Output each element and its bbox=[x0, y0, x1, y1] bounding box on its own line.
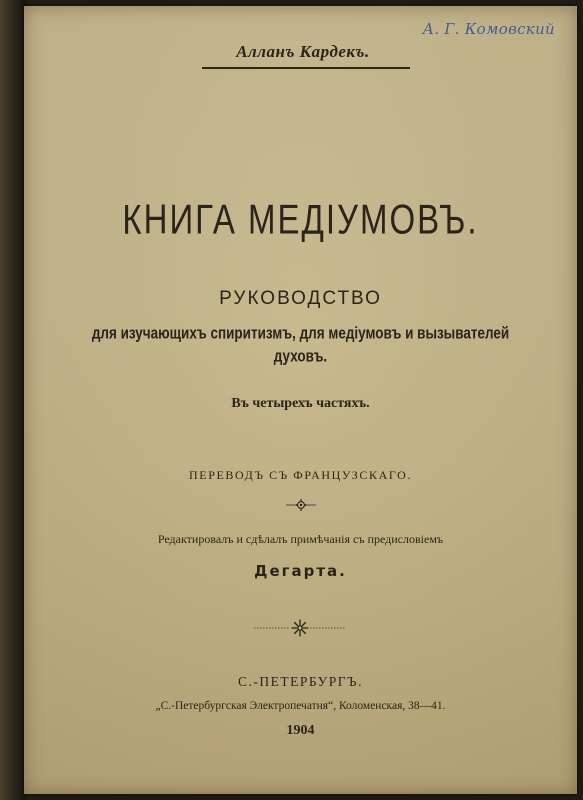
ornament-rosette-icon bbox=[286, 498, 316, 512]
book-cover-edge bbox=[0, 0, 26, 800]
subtitle-line-2: духовъ. bbox=[273, 347, 328, 365]
subtitle-line-1: для изучающихъ спиритизмъ, для медіумовъ и вызывателей bbox=[91, 324, 510, 342]
translation-note: ПЕРЕВОДЪ СЪ ФРАНЦУЗСКАГО. bbox=[189, 468, 412, 482]
imprint-press: „С.-Петербургская Электропечатня“, Коломенская, 38—41. bbox=[155, 700, 446, 712]
subtitle-heading: РУКОВОДСТВО bbox=[219, 288, 382, 309]
parts-note: Въ четырехъ частяхъ. bbox=[231, 396, 370, 411]
title-page bbox=[24, 6, 577, 794]
book-title: КНИГА МЕДІУМОВЪ. bbox=[122, 196, 479, 243]
ornament-star-icon bbox=[254, 618, 346, 638]
editor-note: Редактировалъ и сдѣлалъ примѣчанія съ предисловіемъ bbox=[157, 532, 444, 546]
author-name: Алланъ Кардекъ. bbox=[236, 42, 370, 61]
editor-name: Дегарта. bbox=[254, 562, 347, 580]
owner-inscription: А. Г. Комовский bbox=[422, 20, 555, 38]
author-underline bbox=[202, 67, 410, 69]
imprint-city: С.-ПЕТЕРБУРГЪ. bbox=[238, 674, 363, 689]
imprint-year: 1904 bbox=[286, 723, 315, 738]
